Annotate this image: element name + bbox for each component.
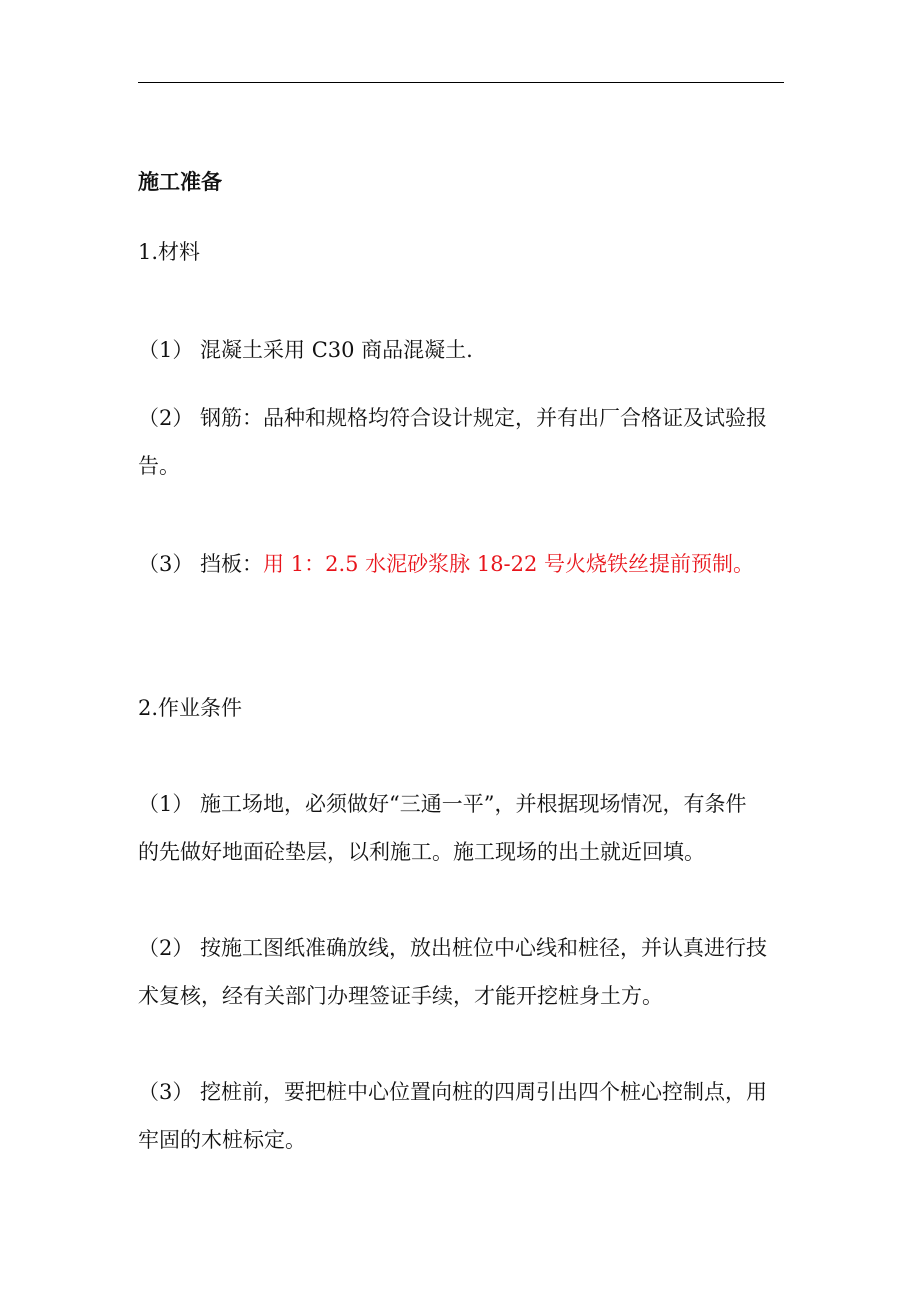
page-title: 施工准备: [138, 169, 222, 194]
condition-item-3-line-1: （3） 挖桩前，要把桩中心位置向桩的四周引出四个桩心控制点，用: [138, 1080, 768, 1104]
condition-item-2-line-2: 术复核，经有关部门办理签证手续，才能开挖桩身土方。: [138, 984, 663, 1008]
condition-item-1-line-2: 的先做好地面砼垫层，以利施工。施工现场的出土就近回填。: [138, 840, 705, 864]
material-item-1: （1） 混凝土采用 C30 商品混凝土.: [138, 338, 473, 362]
section-heading-conditions: 2.作业条件: [138, 696, 243, 720]
material-item-2-line-1: （2） 钢筋：品种和规格均符合设计规定，并有出厂合格证及试验报: [138, 406, 768, 430]
material-item-2-line-2: 告。: [138, 454, 180, 478]
section-heading-materials: 1.材料: [138, 240, 201, 264]
material-item-3: [138, 550, 798, 578]
condition-item-1-line-1: （1） 施工场地，必须做好“三通一平”，并根据现场情况，有条件: [138, 792, 747, 816]
condition-item-2-line-1: （2） 按施工图纸准确放线，放出桩位中心线和桩径，并认真进行技: [138, 936, 768, 960]
header-rule: [138, 82, 784, 83]
material-item-3-highlight: 用 1：2.5 水泥砂浆脉 18-22 号火烧铁丝提前预制。: [263, 552, 755, 576]
material-item-3-prefix: （3） 挡板：: [138, 552, 264, 576]
condition-item-3-line-2: 牢固的木桩标定。: [138, 1128, 306, 1152]
